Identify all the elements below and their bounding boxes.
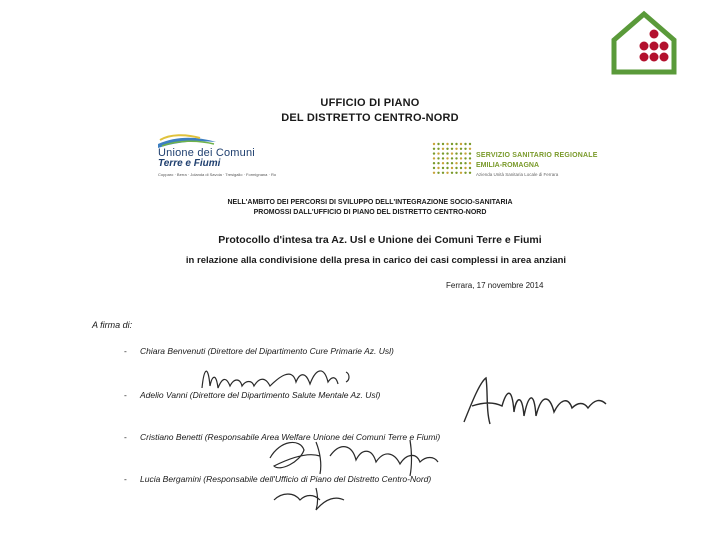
ssr-name: SERVIZIO SANITARIO REGIONALE [476, 152, 598, 159]
signer-bullet: - [124, 346, 127, 356]
ssr-dot [455, 162, 457, 164]
ssr-dot [437, 167, 439, 169]
ssr-dot [437, 143, 439, 145]
ssr-dot [451, 157, 453, 159]
ssr-dot [451, 152, 453, 154]
ssr-dot [460, 152, 462, 154]
ssr-dot [469, 143, 471, 145]
house-logo-icon [610, 10, 678, 76]
ssr-dot [469, 152, 471, 154]
intro-line2: PROMOSSI DALL'UFFICIO DI PIANO DEL DISTRETTO CENTRO-NORD [253, 209, 487, 216]
ssr-dot [433, 167, 435, 169]
ssr-dot [451, 162, 453, 164]
handwritten-signature-2 [458, 372, 618, 432]
ssr-dot [446, 157, 448, 159]
ssr-dot [437, 157, 439, 159]
ssr-dot [464, 162, 466, 164]
ssr-dot [437, 152, 439, 154]
ssr-dot [451, 172, 453, 174]
signer-bullet: - [124, 474, 127, 484]
ssr-dot [442, 162, 444, 164]
ssr-dot [464, 172, 466, 174]
ssr-dot [460, 172, 462, 174]
signer-bullet: - [124, 390, 127, 400]
ssr-dot [446, 152, 448, 154]
office-title-line1: UFFICIO DI PIANO [320, 97, 420, 109]
ssr-dot [469, 172, 471, 174]
ssr-dot [469, 162, 471, 164]
ssr-dot [433, 162, 435, 164]
ssr-dot [464, 143, 466, 145]
ssr-dot [446, 167, 448, 169]
office-title-line2: DEL DISTRETTO CENTRO-NORD [281, 112, 459, 124]
ssr-dot [437, 162, 439, 164]
ssr-dot [469, 157, 471, 159]
signer-text: Lucia Bergamini (Responsabile dell'Ufficio di Piano del Distretto Centro-Nord) [140, 474, 432, 484]
ssr-dot [442, 172, 444, 174]
ssr-dot [451, 143, 453, 145]
handwritten-signature-1 [196, 358, 376, 398]
unione-subname: Terre e Fiumi [158, 158, 221, 169]
ssr-dot [455, 143, 457, 145]
ssr-dot [446, 148, 448, 150]
ssr-dot [464, 152, 466, 154]
ssr-dot [437, 172, 439, 174]
ssr-dot [455, 167, 457, 169]
protocol-title: Protocollo d'intesa tra Az. Usl e Unione dei Comuni Terre e Fiumi [218, 234, 542, 246]
ssr-dot [433, 157, 435, 159]
ssr-dot [433, 172, 435, 174]
ssr-dot [460, 167, 462, 169]
signer-row [124, 346, 394, 356]
signer-text: Chiara Benvenuti (Direttore del Dipartimento Cure Primarie Az. Usl) [140, 346, 394, 356]
document-date: Ferrara, 17 novembre 2014 [446, 281, 544, 290]
ssr-dot [455, 148, 457, 150]
signatures-label: A firma di: [92, 320, 133, 330]
ssr-dot [455, 157, 457, 159]
ssr-dot [460, 143, 462, 145]
ssr-dot [442, 167, 444, 169]
handwritten-signature-4 [270, 482, 350, 512]
unione-municipalities: Copparo · Berra · Jolanda di Savoia · Tresigallo · Formignana · Ro [158, 172, 277, 177]
ssr-dot [455, 172, 457, 174]
intro-line1: NELL'AMBITO DEI PERCORSI DI SVILUPPO DELL'INTEGRAZIONE SOCIO-SANITARIA [227, 199, 513, 206]
ssr-dot [460, 148, 462, 150]
signer-text: Adelio Vanni (Direttore del Dipartimento Salute Mentale Az. Usl) [140, 390, 381, 400]
ssr-dot [469, 148, 471, 150]
ssr-dot [455, 152, 457, 154]
office-title [250, 96, 490, 126]
ssr-dot [433, 148, 435, 150]
ssr-dot [469, 167, 471, 169]
ssr-dot [464, 148, 466, 150]
ssr-dot [433, 143, 435, 145]
ssr-dot [437, 148, 439, 150]
handwritten-signature-3 [260, 432, 450, 478]
ssr-dot [451, 167, 453, 169]
ssr-azienda: Azienda Unità Sanitaria Locale di Ferrara [476, 172, 559, 177]
ssr-dot [442, 148, 444, 150]
ssr-dot [433, 152, 435, 154]
protocol-subtitle: in relazione alla condivisione della presa in carico dei casi complessi in area anziani [185, 255, 567, 266]
unione-name: Unione dei Comuni [158, 147, 255, 159]
ssr-dot-grid-icon [432, 142, 472, 176]
ssr-dot [446, 162, 448, 164]
signer-text: Cristiano Benetti (Responsabile Area Welfare Unione dei Comuni Terre e Fiumi) [140, 432, 441, 442]
ssr-region: EMILIA-ROMAGNA [476, 162, 539, 169]
ssr-dot [464, 167, 466, 169]
ssr-dot [451, 148, 453, 150]
ssr-dot [442, 157, 444, 159]
ssr-dot [446, 143, 448, 145]
ssr-dot [460, 162, 462, 164]
ssr-dot [464, 157, 466, 159]
ssr-dot [460, 157, 462, 159]
signer-bullet: - [124, 432, 127, 442]
intro-block [180, 198, 560, 218]
ssr-dot [446, 172, 448, 174]
ssr-dot [442, 143, 444, 145]
ssr-dot [442, 152, 444, 154]
